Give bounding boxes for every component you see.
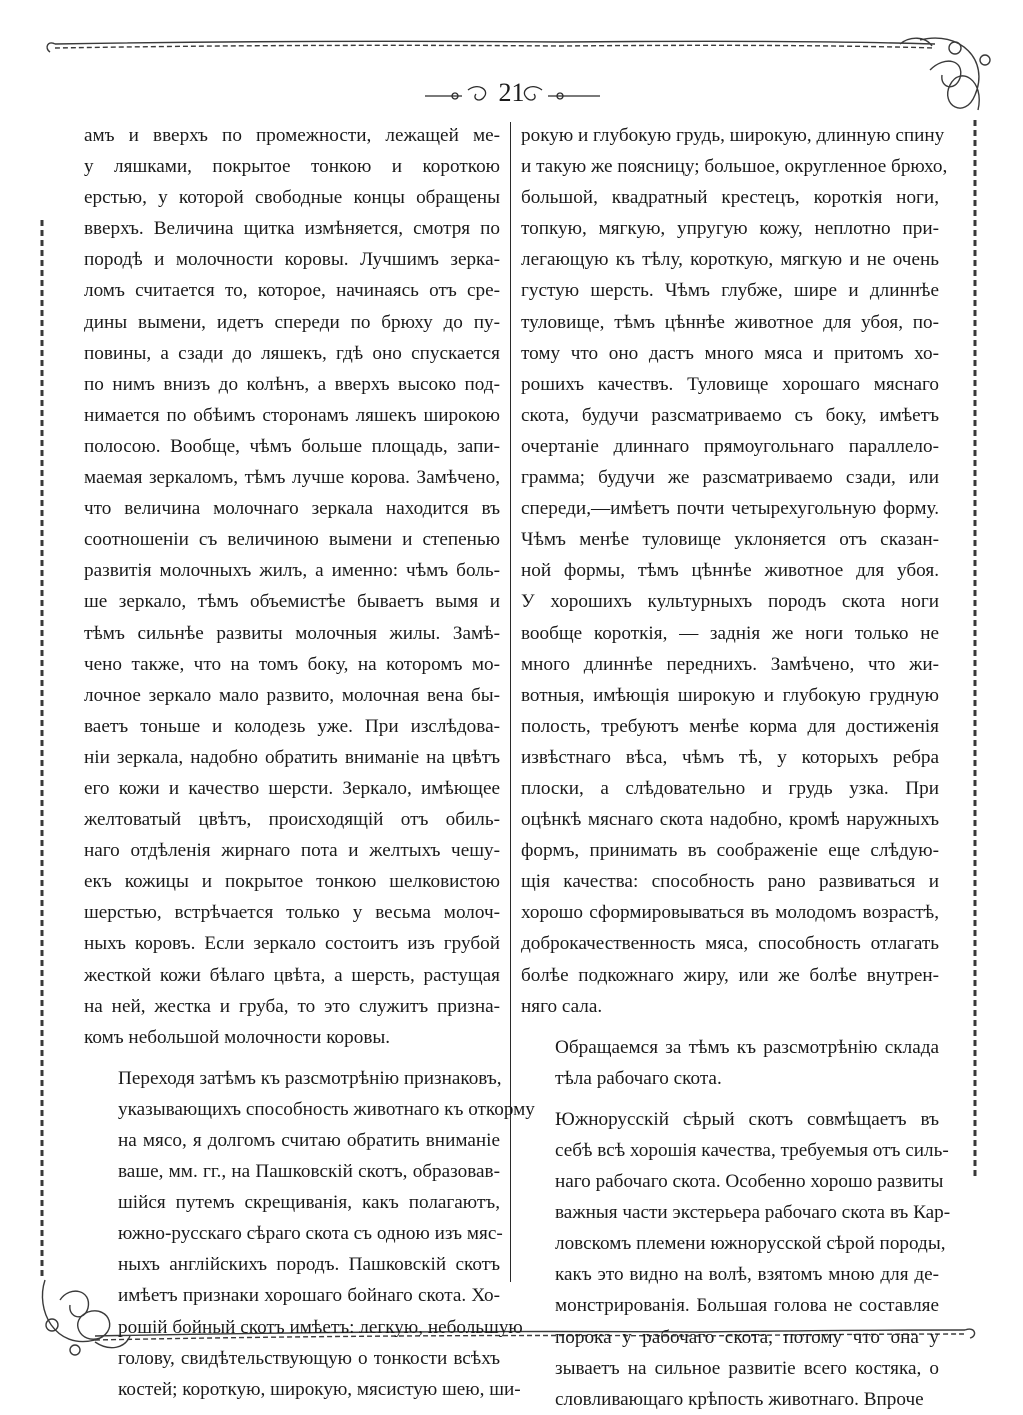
text-line: ваетъ тоньше и колодезь уже. При изслѣдова- [84,715,500,737]
page-header [0,78,1023,108]
text-line: голову, свидѣтельствующую о тонкости всѣхъ [118,1347,500,1369]
text-line: ше зеркало, тѣмъ объемистѣе бываетъ вымя и [84,591,500,613]
text-line: ной формы, тѣмъ цѣннѣе животное для убоя. [521,560,939,582]
top-border-chain [55,45,935,48]
text-line: рошій бойный скотъ имѣетъ: легкую, небольшую [118,1316,523,1338]
text-line: чено также, что на томъ боку, на которомъ мо- [84,653,500,675]
text-line: вотныя, имѣющія широкую и глубокую грудную [521,684,939,706]
text-line: на мясо, я долгомъ считаю обратить вниманіе [118,1130,500,1151]
text-line: рошихъ качествъ. Туловище хорошаго мяснаго [521,373,939,395]
left-column [84,120,535,1405]
text-line: амъ и вверхъ по промежности, лежащей ме- [84,125,500,146]
text-line: доброкачественность мяса, способность отлагать [521,933,939,955]
text-line: туловище, тѣмъ цѣннѣе животное для убоя, по- [521,311,939,333]
text-line: ваше, мм. гг., на Пашковскій скотъ, образовав- [118,1161,500,1183]
paragraph [521,1032,939,1094]
top-border-line [55,41,935,44]
paragraph [84,120,500,1053]
text-line: и такую же поясницу; большое, округленное брюхо, [521,156,948,178]
paragraph [521,1104,951,1415]
text-line: много длиннѣе переднихъ. Замѣчено, что жи- [521,653,939,675]
text-line: Южнорусскій сѣрый скотъ совмѣщаетъ въ [555,1108,939,1130]
text-line: ерстью, у которой свободные концы обращены [84,187,500,209]
text-line: шійся путемъ скрещиванія, какъ полагаютъ, [118,1192,500,1214]
text-line: спереди,—имѣетъ почти четырехугольную форму. [521,498,939,520]
text-line: полосою. Вообще, чѣмъ больше площадь, запи- [84,435,500,457]
text-line: очертаніе длиннаго прямоугольнаго параллело- [521,435,939,457]
text-line: вверхъ. Величина щитка измѣняется, смотря по [84,218,500,240]
text-line: ломъ считается то, которое, начинаясь отъ сре- [84,280,500,302]
text-line: няго сала. [521,995,603,1017]
paragraph [521,120,948,1022]
right-column [521,120,951,1415]
text-line: щія качества: способность рано развиваться и [521,871,939,893]
text-line: густую шерсть. Чѣмъ глубже, шире и длиннѣе [521,280,939,302]
text-line: вообще короткія, — заднія же ноги только не [521,622,939,644]
text-line: дины вымени, идетъ спереди по брюху до пу- [84,311,500,333]
text-line: шерстью, встрѣчается только у весьма молоч- [84,902,500,924]
text-line: маемая зеркаломъ, тѣмъ лучше корова. Замѣчено, [84,467,500,489]
text-line: грамма; будучи же разсматриваемо сзади, или [521,467,939,489]
text-line: Обращаемся за тѣмъ къ разсмотрѣнію склада [555,1036,939,1058]
text-line: ловскомъ племени южнорусской сѣрой породы, [555,1233,946,1255]
text-line: по нимъ внизъ до колѣнъ, а вверхъ высоко под- [84,373,500,395]
page-number: 21 [498,78,525,107]
text-line: порока у рабочаго скота, потому что она у [555,1326,939,1348]
text-line: желтоватый цвѣтъ, происходящій отъ обиль- [84,809,500,831]
text-line: его кожи и качество шерсти. Зеркало, имѣющее [84,777,500,799]
text-line: ніи зеркала, надобно обратить вниманіе на цвѣтъ [84,746,500,768]
text-line: тѣла рабочаго скота. [555,1067,722,1089]
text-line: извѣстнаго вѣса, чѣмъ тѣ, у которыхъ ребра [521,746,939,768]
text-line: оцѣнкѣ мяснаго скота надобно, кромѣ наружныхъ [521,809,939,831]
text-line: нимается по обѣимъ сторонамъ ляшекъ широкою [84,404,500,426]
text-line: словливающаго крѣпость животнаго. Впроче [555,1388,924,1410]
text-line: породѣ и молочности коровы. Лучшимъ зерка- [84,249,500,271]
text-line: развитія молочныхъ жилъ, а именно: чѣмъ боль- [84,560,500,582]
bottom-right-curl [965,1329,975,1338]
text-line: наго отдѣленія жирнаго пота и желтыхъ чешу- [84,840,500,862]
text-line: лочное зеркало мало развито, молочная вена бы- [84,684,500,706]
top-left-curl [47,43,55,52]
text-line: тѣмъ сильнѣе развиты молочныя жилы. Замѣ- [84,622,500,644]
text-line: наго рабочаго скота. Особенно хорошо развиты [555,1171,944,1193]
text-line: хорошо сформировываться въ молодомъ возрастѣ, [521,902,939,924]
text-line: рокую и глубокую грудь, широкую, длинную спину [521,125,945,146]
text-line: Переходя затѣмъ къ разсмотрѣнію признаковъ, [118,1067,502,1089]
text-line: комъ небольшой молочности коровы. [84,1026,391,1048]
text-line: плоски, а слѣдовательно и грудь узка. При [521,777,939,799]
text-line: зываетъ на сильное развитіе всего костяка, о [555,1357,939,1379]
text-line: легающую къ тѣлу, короткую, мягкую и не очень [521,249,939,271]
text-line: топкую, мягкую, упругую кожу, неплотно при- [521,218,939,240]
text-line: У хорошихъ культурныхъ породъ скота ноги [521,591,939,613]
text-line: жесткой кожи бѣлаго цвѣта, а шерсть, растущая [84,964,500,986]
text-line: на ней, жестка и груба, то это служитъ призна- [84,995,500,1017]
text-line: имѣетъ признаки хорошаго бойнаго скота. Хо- [118,1285,500,1307]
text-line: формъ, принимать въ соображеніе еще слѣдую- [521,840,939,862]
text-line: екъ кожицы и покрытое тонкою шелковистою [84,871,500,893]
text-line: повины, а сзади до ляшекъ, гдѣ оно спускается [84,342,500,364]
text-line: у ляшками, покрытое тонкою и короткою [84,156,500,178]
text-line: большой, квадратный крестецъ, короткія ноги, [521,187,939,209]
text-line: монстрированія. Большая голова не составляе [555,1295,939,1317]
text-line: костей; короткую, широкую, мясистую шею, ши- [118,1378,521,1400]
text-line: полость, требуютъ менѣе корма для достиженія [521,715,939,737]
text-line: себѣ всѣ хорошія качества, требуемыя отъ силь- [555,1140,949,1161]
text-line: Чѣмъ менѣе туловище уклоняется отъ сказан- [521,529,939,551]
text-line: южно-русскаго сѣраго скота съ одною изъ мяс- [118,1223,503,1245]
paragraph [84,1063,535,1405]
text-line: соотношеніи съ величиною вымени и степенью [84,529,500,551]
text-line: какъ это видно на волѣ, взятомъ мною для де- [555,1264,939,1286]
text-line: указывающихъ способность животнаго къ откорму [118,1098,535,1120]
text-line: ныхъ коровъ. Если зеркало состоитъ изъ грубой [84,933,500,955]
text-line: тому что оно дастъ много мяса и притомъ хо- [521,342,939,364]
text-line: скота, будучи разсматриваемо съ боку, имѣетъ [521,404,939,426]
text-line: важныя части экстерьера рабочаго скота въ Кар- [555,1202,951,1224]
text-line: ныхъ англійскихъ породъ. Пашковскій скотъ [118,1254,500,1276]
text-line: что величина молочнаго зеркала находится въ [84,498,500,520]
text-line: болѣе подкожнаго жиру, или же болѣе внутрен- [521,964,939,986]
